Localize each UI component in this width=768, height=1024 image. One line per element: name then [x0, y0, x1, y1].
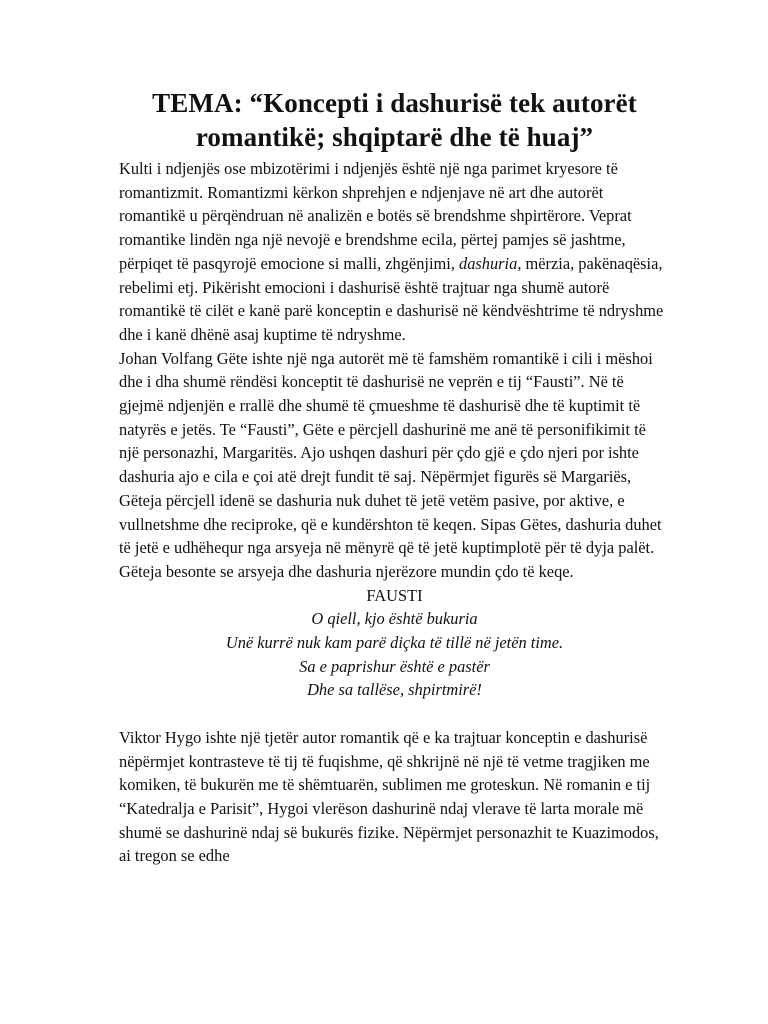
poem-block [119, 584, 670, 703]
title-line-2: romantikë; shqiptarë dhe të huaj” [195, 122, 594, 152]
paragraph-text: Kulti i ndjenjës ose mbizotërimi i ndjenjës është një nga parimet kryesore të romantizmit. Romantizmi kërkon shprehjen e ndjenjave në art dhe autorët romantikë u përqëndruan në analizën e botës së brendshme shpirtërore. Veprat romantike lindën nga një nevojë e brendshme ecila, përtej pamjes së jashtme, përpiqet të pasqyrojë emocione si malli, zhgënjimi, [119, 159, 632, 273]
paragraph-hugo: Viktor Hygo ishte një tjetër autor romantik që e ka trajtuar konceptin e dashurisë nëpërmjet kontrasteve të tij të fuqishme, që shkrijnë në një të vetme tragjiken me komiken, të bukurën me të shëmtuarën, sublimen me groteskun. Në romanin e tij “Katedralja e Parisit”, Hygoi vlerëson dashurinë ndaj vlerave të larta morale më shumë se dashurinë ndaj së bukurës fizike. Nëpërmjet personazhit te Kuazimodos, ai tregon se edhe [119, 727, 659, 866]
paragraph-goethe: Johan Volfang Gëte ishte një nga autorët më të famshëm romantikë i cili i mëshoi dhe i dha shumë rëndësi konceptit të dashurisë ne veprën e tij “Fausti”. Në të gjejmë ndjenjën e rrallë dhe shumë të çmueshme të dashurisë dhe të kuptimit të natyrës e jetës. Te “Fausti”, Gëte e përcjell dashurinë me anë të personifikimit të një personazhi, Margaritës. Ajo ushqen dashuri për çdo gjë e çdo njeri por ishte dashuria ajo e cila e çoi atë drejt fundit të saj. Nëpërmjet figurës së Margariës, Gëteja përcjell idenë se dashuria nuk duhet të jetë vetëm pasive, por aktive, e vullnetshme dhe reciproke, që e kundërshton të keqen. Sipas Gëtes, dashuria duhet të jetë e udhëhequr nga arsyeja në mënyrë që të jetë kuptimplotë për të dyja palët. Gëteja besonte se arsyeja dhe dashuria njerëzore mundin çdo të keqe. [119, 348, 662, 581]
poem-line: Sa e paprishur është e pastër [299, 656, 490, 676]
poem-title: FAUSTI [366, 585, 423, 605]
title-line-1: TEMA: “Koncepti i dashurisë tek autorët [152, 88, 637, 118]
poem-line: O qiell, kjo është bukuria [311, 609, 478, 629]
document-title [119, 86, 670, 154]
paragraph-romanticism [119, 157, 670, 347]
poem-line: Unë kurrë nuk kam parë diçka të tillë në jetën time. [225, 633, 564, 653]
paragraph-text: , mërzia, pakënaqësia, rebelimi etj. Pikërisht emocioni i dashurisë është trajtuar nga shumë autorë romantikë të cilët e kanë parë konceptin e dashurisë në këndvështrime të ndryshme dhe i kanë dhënë asaj kuptime të ndryshme. [119, 253, 664, 344]
poem-line: Dhe sa tallëse, shpirtmirë! [307, 680, 482, 700]
italic-word: dashuria [459, 253, 518, 273]
blank-line [119, 702, 670, 726]
